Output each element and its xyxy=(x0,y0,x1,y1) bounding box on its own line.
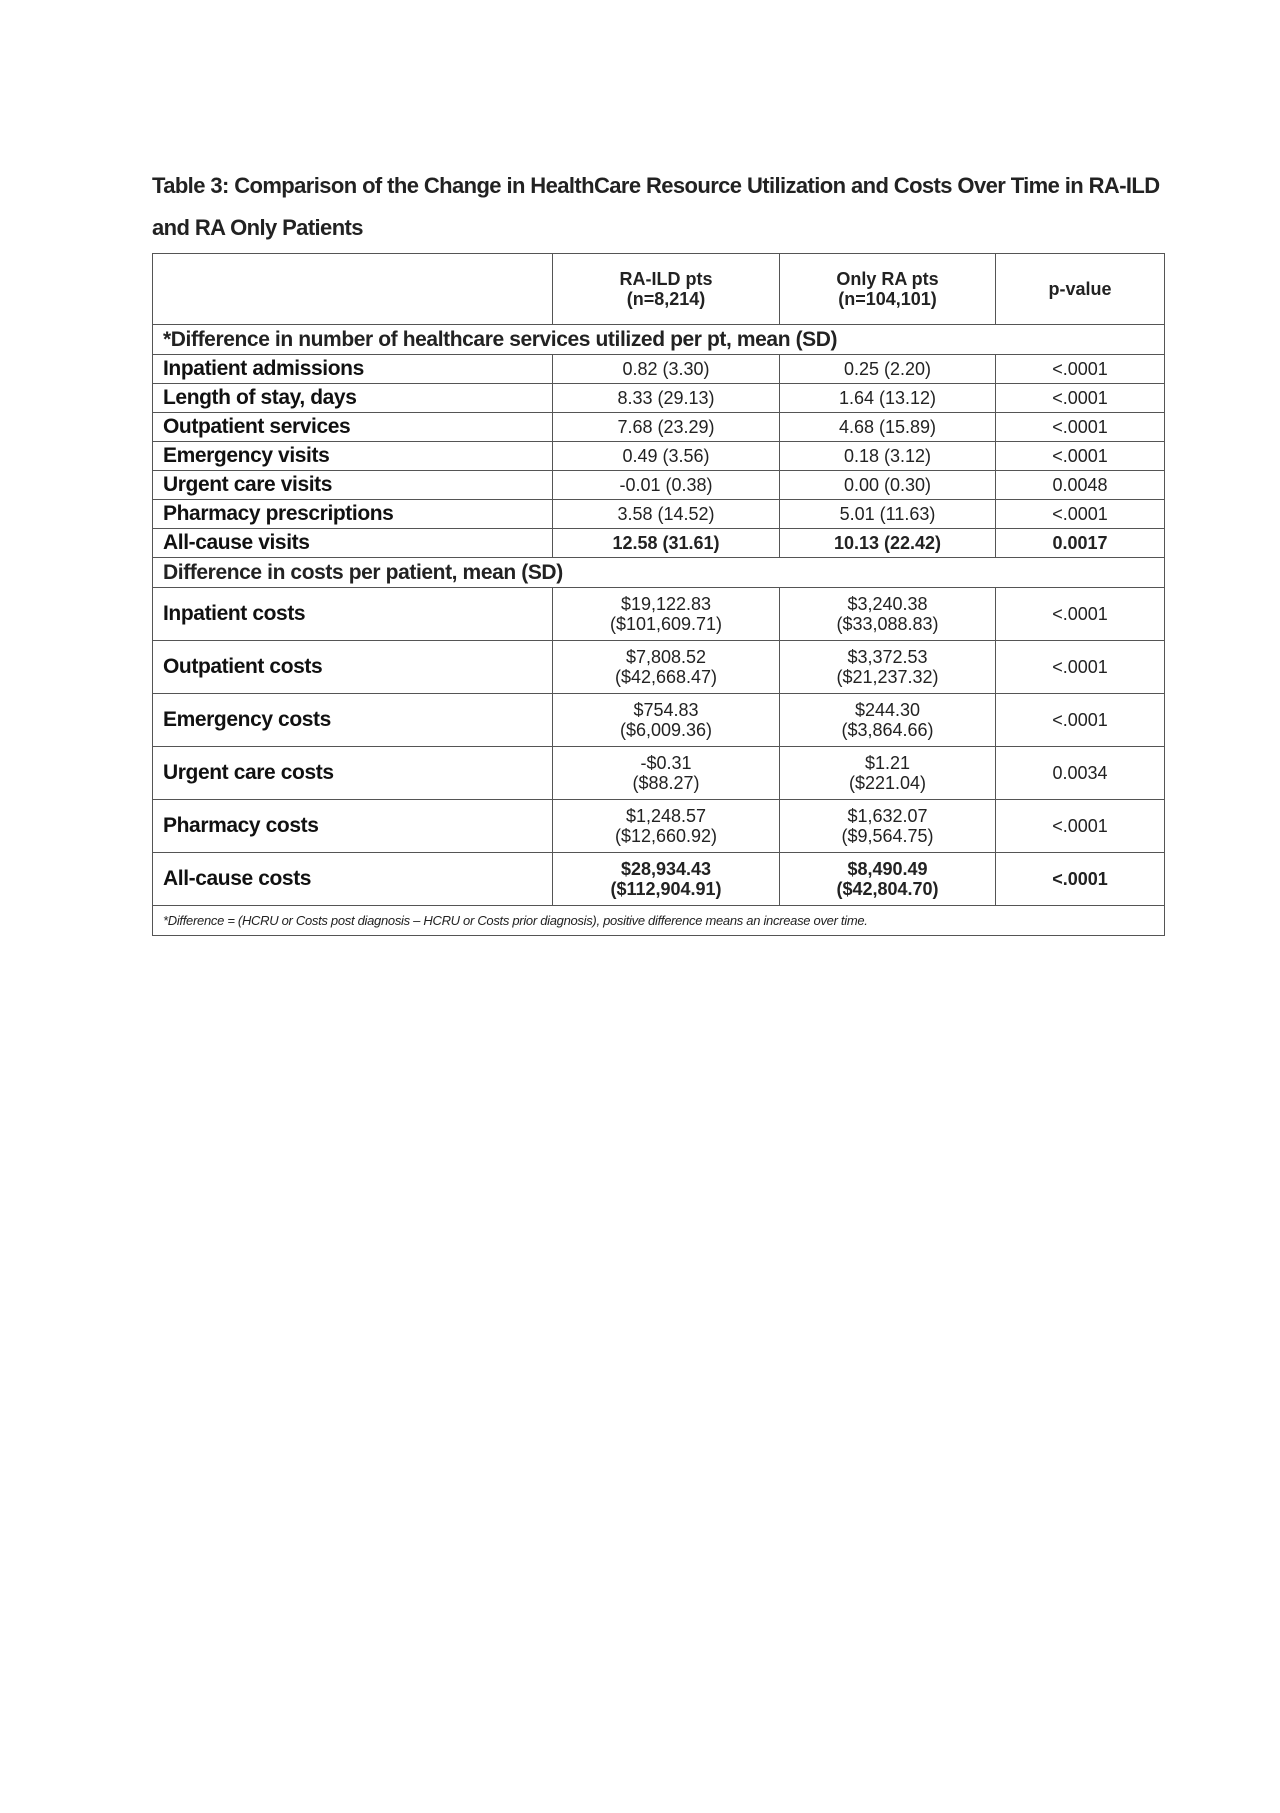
section-costs xyxy=(153,558,1165,588)
footnote: *Difference = (HCRU or Costs post diagnosis – HCRU or Costs prior diagnosis), positive difference means an increase over time. xyxy=(153,906,1165,936)
ra-ild-value: 0.49 (3.56) xyxy=(553,442,780,471)
sd-value: ($42,668.47) xyxy=(614,667,718,687)
mean-value: $3,372.53 xyxy=(847,647,928,667)
p-value: <.0001 xyxy=(996,853,1165,906)
header-ra-ild-n: (n=8,214) xyxy=(626,289,706,309)
table-row xyxy=(153,747,1165,800)
table-row xyxy=(153,800,1165,853)
p-value: <.0001 xyxy=(996,800,1165,853)
mean-value: -$0.31 xyxy=(640,753,692,773)
p-value: 0.0048 xyxy=(996,471,1165,500)
header-blank xyxy=(153,254,553,325)
sd-value: ($12,660.92) xyxy=(614,826,718,846)
sd-value: ($221.04) xyxy=(848,773,927,793)
ra-ild-value: 3.58 (14.52) xyxy=(553,500,780,529)
mean-value: $1.21 xyxy=(864,753,911,773)
sd-value: ($101,609.71) xyxy=(609,614,723,634)
table-row xyxy=(153,500,1165,529)
footnote-row xyxy=(153,906,1165,936)
sd-value: ($42,804.70) xyxy=(836,879,939,899)
ra-ild-value xyxy=(553,694,780,747)
ra-only-value: 1.64 (13.12) xyxy=(780,384,996,413)
ra-only-value xyxy=(780,747,996,800)
row-label: All-cause costs xyxy=(153,853,553,906)
p-value: <.0001 xyxy=(996,694,1165,747)
mean-value: $28,934.43 xyxy=(620,859,712,879)
p-value: <.0001 xyxy=(996,355,1165,384)
row-label: All-cause visits xyxy=(153,529,553,558)
ra-only-value xyxy=(780,853,996,906)
ra-only-value xyxy=(780,641,996,694)
sd-value: ($33,088.83) xyxy=(836,614,939,634)
table-row xyxy=(153,529,1165,558)
ra-only-value xyxy=(780,800,996,853)
ra-only-value: 10.13 (22.42) xyxy=(780,529,996,558)
ra-ild-value: -0.01 (0.38) xyxy=(553,471,780,500)
row-label: Length of stay, days xyxy=(153,384,553,413)
mean-value: $3,240.38 xyxy=(847,594,928,614)
row-label: Urgent care visits xyxy=(153,471,553,500)
row-label: Urgent care costs xyxy=(153,747,553,800)
section-costs-label: Difference in costs per patient, mean (SD) xyxy=(153,558,1165,588)
ra-ild-value xyxy=(553,853,780,906)
table-row xyxy=(153,384,1165,413)
header-p-value: p-value xyxy=(996,254,1165,325)
p-value: <.0001 xyxy=(996,641,1165,694)
p-value: <.0001 xyxy=(996,588,1165,641)
mean-value: $8,490.49 xyxy=(847,859,928,879)
ra-ild-value: 12.58 (31.61) xyxy=(553,529,780,558)
header-ra-ild-label: RA-ILD pts xyxy=(619,269,713,289)
row-label: Pharmacy prescriptions xyxy=(153,500,553,529)
row-label: Emergency costs xyxy=(153,694,553,747)
section-hcru-label: *Difference in number of healthcare services utilized per pt, mean (SD) xyxy=(153,325,1165,355)
row-label: Outpatient costs xyxy=(153,641,553,694)
comparison-table xyxy=(152,253,1165,936)
row-label: Pharmacy costs xyxy=(153,800,553,853)
ra-ild-value xyxy=(553,641,780,694)
p-value: <.0001 xyxy=(996,442,1165,471)
p-value: <.0001 xyxy=(996,384,1165,413)
table-row xyxy=(153,694,1165,747)
row-label: Outpatient services xyxy=(153,413,553,442)
header-row xyxy=(153,254,1165,325)
section-hcru xyxy=(153,325,1165,355)
p-value: <.0001 xyxy=(996,413,1165,442)
mean-value: $1,248.57 xyxy=(625,806,707,826)
ra-only-value: 5.01 (11.63) xyxy=(780,500,996,529)
ra-ild-value xyxy=(553,588,780,641)
table-row xyxy=(153,413,1165,442)
table-row xyxy=(153,471,1165,500)
header-ra-ild xyxy=(553,254,780,325)
table-row xyxy=(153,641,1165,694)
sd-value: ($21,237.32) xyxy=(836,667,939,687)
mean-value: $244.30 xyxy=(854,700,921,720)
mean-value: $754.83 xyxy=(633,700,699,720)
mean-value: $1,632.07 xyxy=(847,806,928,826)
mean-value: $7,808.52 xyxy=(625,647,707,667)
ra-ild-value: 8.33 (29.13) xyxy=(553,384,780,413)
ra-ild-value: 0.82 (3.30) xyxy=(553,355,780,384)
ra-ild-value xyxy=(553,800,780,853)
ra-only-value xyxy=(780,694,996,747)
p-value: 0.0017 xyxy=(996,529,1165,558)
sd-value: ($88.27) xyxy=(632,773,700,793)
sd-value: ($3,864.66) xyxy=(841,720,934,740)
p-value: 0.0034 xyxy=(996,747,1165,800)
table-title: Table 3: Comparison of the Change in HealthCare Resource Utilization and Costs Over Time in RA-ILD and RA Only Patients xyxy=(152,173,1160,240)
row-label: Inpatient costs xyxy=(153,588,553,641)
ra-ild-value: 7.68 (23.29) xyxy=(553,413,780,442)
ra-only-value: 0.00 (0.30) xyxy=(780,471,996,500)
ra-only-value: 4.68 (15.89) xyxy=(780,413,996,442)
table-row xyxy=(153,588,1165,641)
header-ra-only-n: (n=104,101) xyxy=(838,289,937,309)
row-label: Emergency visits xyxy=(153,442,553,471)
header-ra-only-label: Only RA pts xyxy=(836,269,939,289)
table-row xyxy=(153,442,1165,471)
sd-value: ($112,904.91) xyxy=(610,879,722,899)
sd-value: ($6,009.36) xyxy=(619,720,713,740)
ra-only-value: 0.18 (3.12) xyxy=(780,442,996,471)
table-row xyxy=(153,853,1165,906)
row-label: Inpatient admissions xyxy=(153,355,553,384)
table-row xyxy=(153,355,1165,384)
p-value: <.0001 xyxy=(996,500,1165,529)
sd-value: ($9,564.75) xyxy=(841,826,934,846)
header-ra-only xyxy=(780,254,996,325)
ra-ild-value xyxy=(553,747,780,800)
ra-only-value xyxy=(780,588,996,641)
ra-only-value: 0.25 (2.20) xyxy=(780,355,996,384)
mean-value: $19,122.83 xyxy=(620,594,712,614)
